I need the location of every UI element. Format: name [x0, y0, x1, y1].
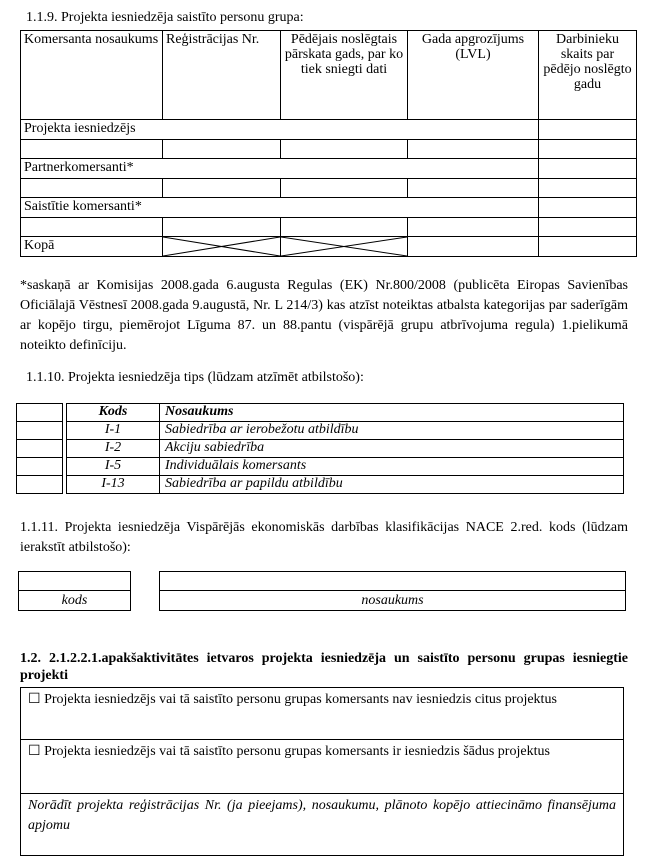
- crossed-out-cell: [163, 237, 281, 257]
- table-cell[interactable]: [539, 179, 637, 198]
- table-cell[interactable]: [281, 179, 408, 198]
- option-no-projects-text: Projekta iesniedzējs vai tā saistīto personu grupas komersants nav iesniedzis citus projektus: [44, 692, 557, 707]
- header-last-reporting-year: Pēdējais noslēgtais pārskata gads, par ko tiek sniegti dati: [281, 31, 408, 120]
- row-label-applicant: Projekta iesniedzējs: [21, 120, 539, 140]
- option-no-projects[interactable]: [21, 688, 624, 740]
- row-label-partners: Partnerkomersanti*: [21, 159, 539, 179]
- nace-code-label: kods: [18, 590, 131, 611]
- table-cell[interactable]: [539, 198, 637, 218]
- row-label-related: Saistītie komersanti*: [21, 198, 539, 218]
- table-cell[interactable]: [539, 140, 637, 159]
- projects-details-field[interactable]: Norādīt projekta reģistrācijas Nr. (ja pieejams), nosaukumu, plānoto kopējo attiecināmo finansējuma apjomu: [21, 794, 624, 856]
- applicant-type-table: [66, 403, 624, 494]
- section-1-1-9-heading: 1.1.9. Projekta iesniedzēja saistīto personu grupa:: [26, 10, 304, 25]
- header-registration-no: Reģistrācijas Nr.: [163, 31, 281, 120]
- type-checkbox[interactable]: [17, 476, 63, 494]
- table-cell[interactable]: [281, 140, 408, 159]
- table-cell[interactable]: [21, 218, 163, 237]
- option-has-projects[interactable]: [21, 740, 624, 794]
- section-1-2-heading: 1.2. 2.1.2.2.1.apakšaktivitātes ietvaros projekta iesniedzēja un saistīto personu grupas iesniegtie projekti: [20, 651, 628, 683]
- crossed-out-cell: [281, 237, 408, 257]
- table-cell[interactable]: [21, 179, 163, 198]
- table-cell[interactable]: [539, 120, 637, 140]
- table-cell[interactable]: [408, 218, 539, 237]
- type-checkbox[interactable]: [17, 404, 63, 422]
- type-code: I-2: [67, 440, 160, 458]
- table-row: [67, 458, 624, 476]
- section-1-1-11-heading: 1.1.11. Projekta iesniedzēja Vispārējās ekonomiskās darbības klasifikācijas NACE 2.red. kods (lūdzam ierakstīt atbilstošo):: [20, 520, 628, 555]
- header-annual-turnover: Gada apgrozījums (LVL): [408, 31, 539, 120]
- table-cell[interactable]: [539, 159, 637, 179]
- header-nosaukums: Nosaukums: [160, 404, 624, 422]
- table-row: [67, 476, 624, 494]
- checkbox-icon[interactable]: ☐: [28, 692, 41, 707]
- type-name: Sabiedrība ar ierobežotu atbildību: [160, 422, 624, 440]
- type-checkbox[interactable]: [17, 440, 63, 458]
- type-code: I-1: [67, 422, 160, 440]
- table-cell[interactable]: [163, 179, 281, 198]
- header-kods: Kods: [67, 404, 160, 422]
- table-cell[interactable]: [408, 140, 539, 159]
- table-cell[interactable]: [539, 218, 637, 237]
- nace-code-input[interactable]: [18, 571, 131, 591]
- table-cell[interactable]: [539, 237, 637, 257]
- submitted-projects-table: [20, 687, 624, 856]
- type-code: I-13: [67, 476, 160, 494]
- nace-name-label: nosaukums: [159, 590, 626, 611]
- type-checkbox-column: [16, 403, 63, 494]
- nace-name-input[interactable]: [159, 571, 626, 591]
- option-has-projects-text: Projekta iesniedzējs vai tā saistīto personu grupas komersants ir iesniedzis šādus projektus: [44, 744, 550, 759]
- table-row: [67, 422, 624, 440]
- type-checkbox[interactable]: [17, 422, 63, 440]
- row-label-total: Kopā: [21, 237, 163, 257]
- header-company-name: Komersanta nosaukums: [21, 31, 163, 120]
- table-cell[interactable]: [281, 218, 408, 237]
- related-persons-table: [20, 30, 637, 257]
- table-cell[interactable]: [408, 179, 539, 198]
- footnote: *saskaņā ar Komisijas 2008.gada 6.augusta Regulas (EK) Nr.800/2008 (publicēta Eiropas Savienības Oficiālajā Vēstnesī 2008.gada 9.augustā, Nr. L 214/3) kas atzīst noteiktas atbalsta kategorijas par saderīgām ar kopējo tirgu, piemērojot Līguma 87. un 88.pantu (vispārējā grupu atbrīvojuma regula) 1.pielikumā noteikto definīciju.: [20, 278, 628, 353]
- table-row: [67, 440, 624, 458]
- table-cell[interactable]: [163, 218, 281, 237]
- type-name: Akciju sabiedrība: [160, 440, 624, 458]
- type-name: Individuālais komersants: [160, 458, 624, 476]
- type-code: I-5: [67, 458, 160, 476]
- checkbox-icon[interactable]: ☐: [28, 744, 41, 759]
- table-cell[interactable]: [163, 140, 281, 159]
- header-employees: Darbinieku skaits par pēdējo noslēgto gadu: [539, 31, 637, 120]
- section-1-1-10-heading: 1.1.10. Projekta iesniedzēja tips (lūdzam atzīmēt atbilstošo):: [26, 370, 364, 385]
- type-checkbox[interactable]: [17, 458, 63, 476]
- type-name: Sabiedrība ar papildu atbildību: [160, 476, 624, 494]
- table-cell[interactable]: [21, 140, 163, 159]
- table-cell[interactable]: [408, 237, 539, 257]
